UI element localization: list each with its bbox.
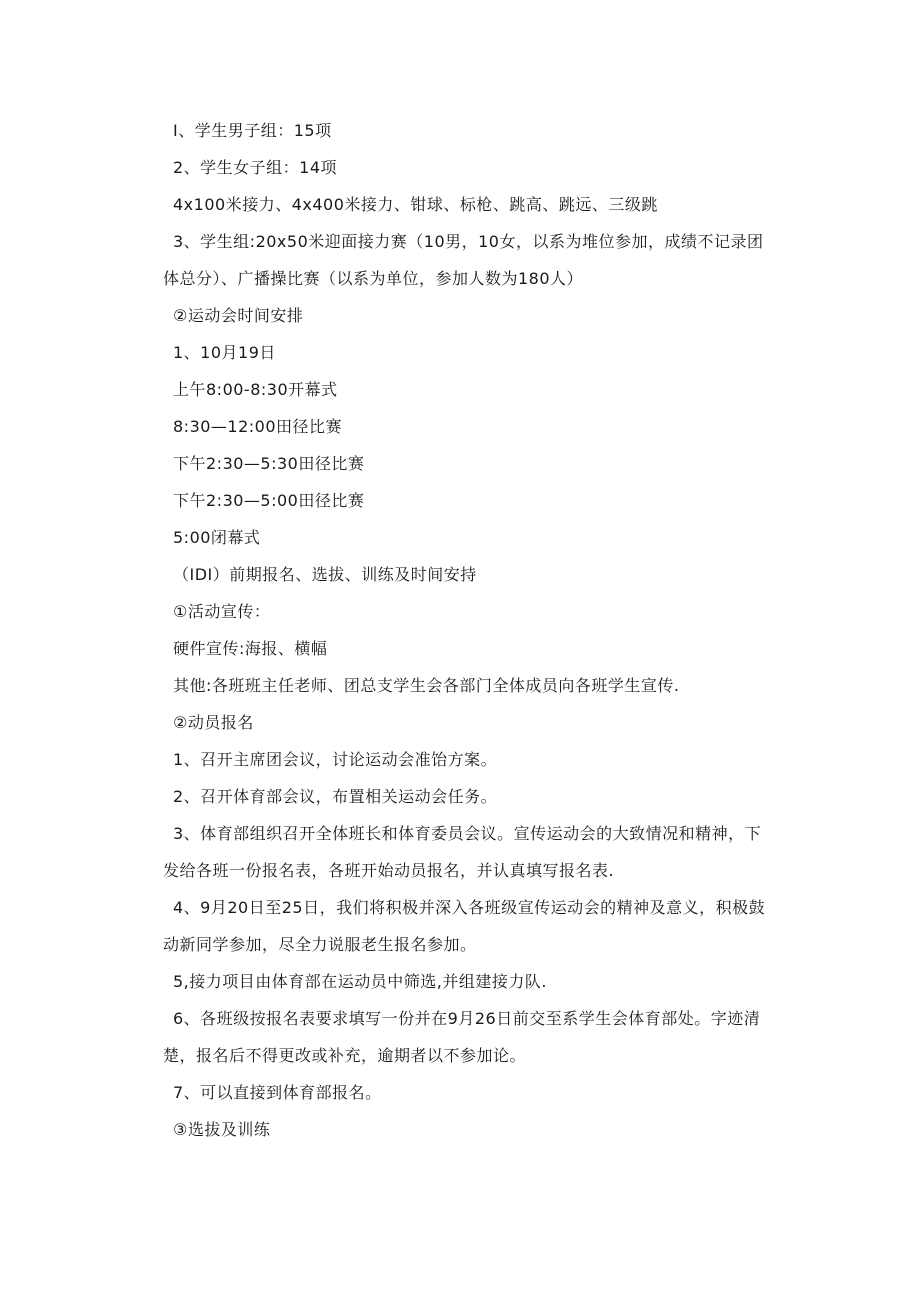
text-line-2: 2、学生女子组：14项 <box>173 158 338 177</box>
text-line-11: 下午2:30—5:00田径比赛 <box>173 491 365 510</box>
text-line-20: 3、体育部组织召开全体班长和体育委员会议。宣传运动会的大致情况和精神，下 <box>173 824 762 843</box>
text-line-13: （IDI）前期报名、选拔、训练及时间安持 <box>173 565 477 584</box>
text-line-1: I、学生男子组：15项 <box>173 121 332 140</box>
text-line-25: 6、各班级按报名表要求填写一份并在9月26日前交至系学生会体育部处。字迹清 <box>173 1009 761 1028</box>
text-line-6: ②运动会时间安排 <box>173 306 304 325</box>
text-line-21: 发给各班一份报名表，各班开始动员报名，并认真填写报名表. <box>163 861 615 880</box>
text-line-26: 楚，报名后不得更改或补充，逾期者以不参加论。 <box>163 1046 527 1065</box>
text-line-16: 其他:各班班主任老师、团总支学生会各部门全体成员向各班学生宣传. <box>173 676 680 695</box>
text-line-3: 4x100米接力、4x400米接力、钳球、标枪、跳高、跳远、三级跳 <box>173 195 658 214</box>
text-line-22: 4、9月20日至25日，我们将积极并深入各班级宣传运动会的精神及意义，积极鼓 <box>173 898 766 917</box>
text-line-8: 上午8:00-8:30开幕式 <box>173 380 338 399</box>
text-line-10: 下午2:30—5:30田径比赛 <box>173 454 365 473</box>
text-line-15: 硬件宣传:海报、横幅 <box>173 639 328 658</box>
text-line-18: 1、召开主席团会议，讨论运动会准饴方案。 <box>173 750 498 769</box>
text-line-9: 8:30—12:00田径比赛 <box>173 417 343 436</box>
text-line-28: ③选拔及训练 <box>173 1120 271 1139</box>
text-line-24: 5,接力项目由体育部在运动员中筛选,并组建接力队. <box>173 972 547 991</box>
text-line-19: 2、召开体育部会议，布置相关运动会任务。 <box>173 787 498 806</box>
text-line-5: 体总分）、广播操比赛（以系为单位，参加人数为180人） <box>163 269 584 288</box>
text-line-12: 5:00闭幕式 <box>173 528 261 547</box>
text-line-17: ②动员报名 <box>173 713 254 732</box>
text-line-14: ①活动宣传： <box>173 602 271 621</box>
text-line-4: 3、学生组:20x50米迎面接力赛（10男，10女，以系为堆位参加，成绩不记录团 <box>173 232 764 251</box>
text-line-23: 动新同学参加，尽全力说服老生报名参加。 <box>163 935 477 954</box>
text-line-7: 1、10月19日 <box>173 343 276 362</box>
text-line-27: 7、可以直接到体育部报名。 <box>173 1083 382 1102</box>
